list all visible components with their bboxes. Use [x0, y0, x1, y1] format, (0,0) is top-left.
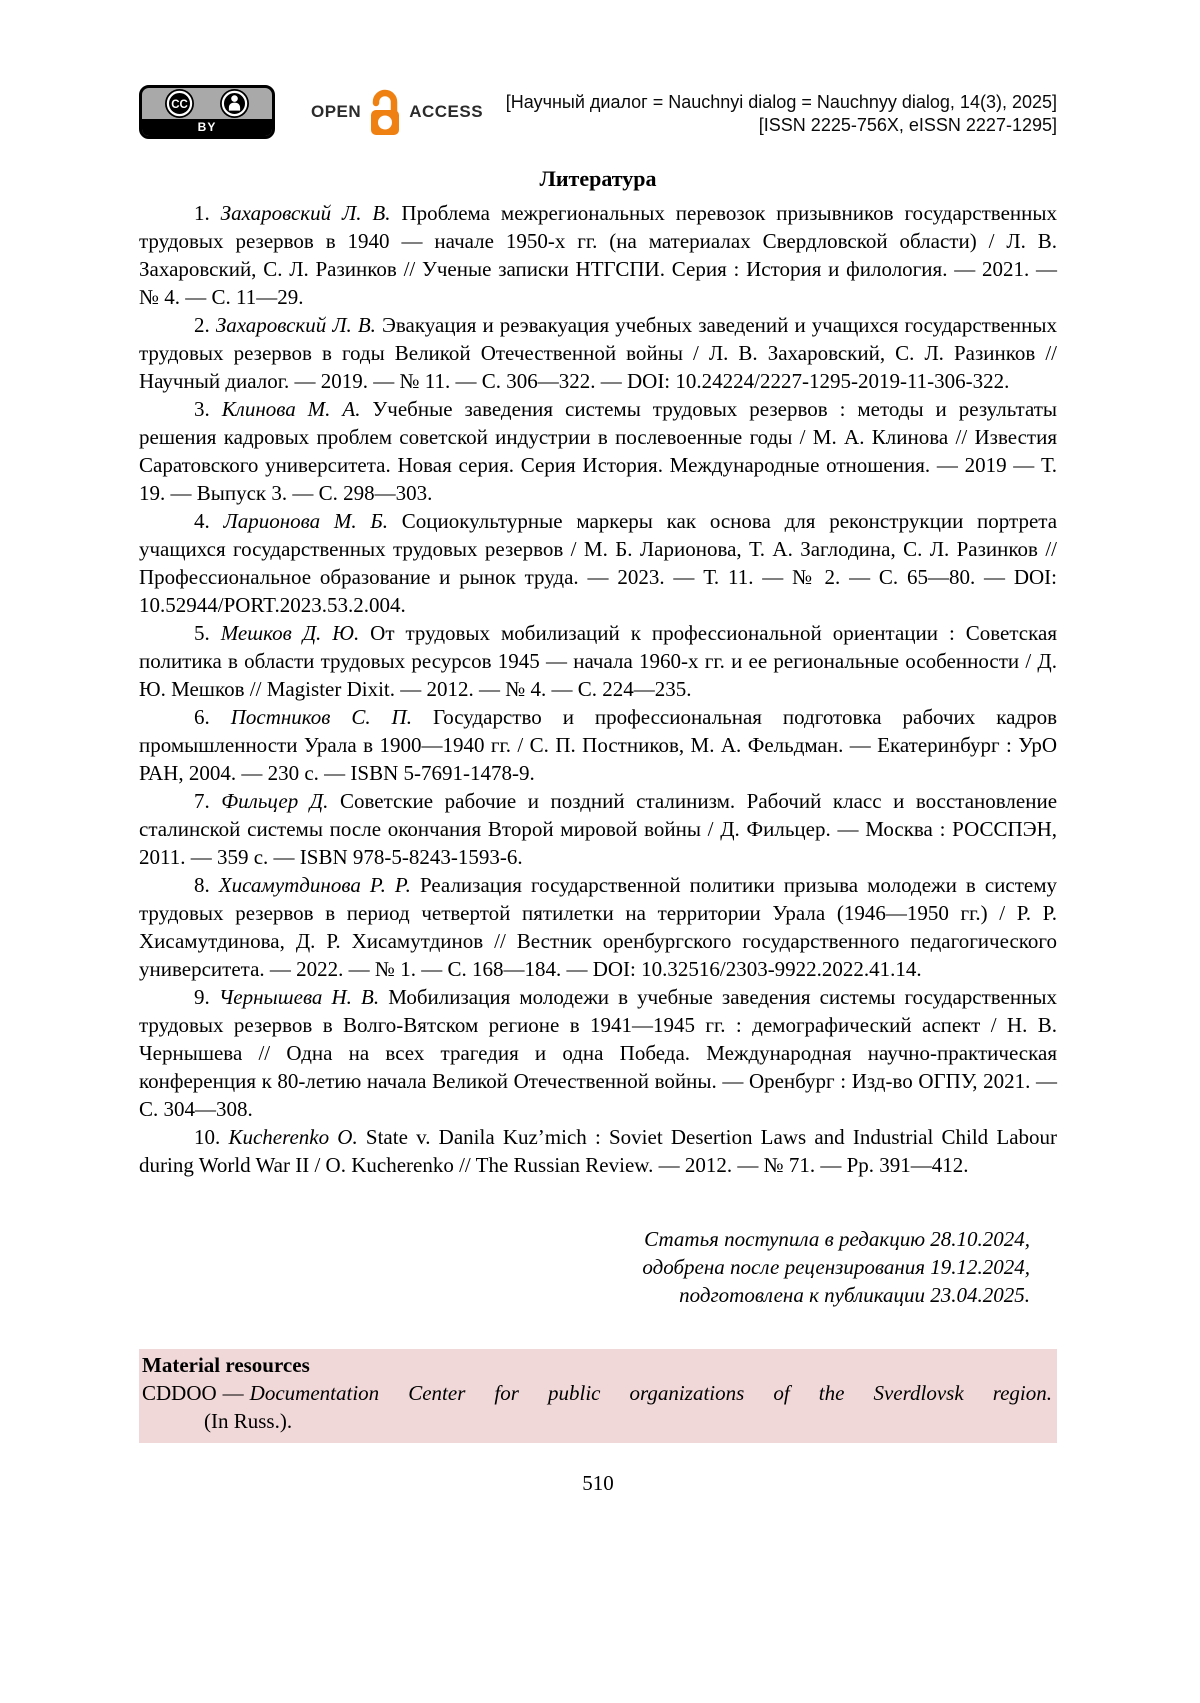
reference-item-4 [139, 507, 1057, 619]
open-access-open-label: OPEN [311, 102, 362, 121]
reference-author: Хисамутдинова Р. Р. [218, 873, 411, 897]
reference-item-8 [139, 871, 1057, 983]
open-access-access-label: ACCESS [409, 102, 484, 121]
reference-number: 4. [194, 509, 210, 533]
reference-number: 1. [194, 201, 210, 225]
reference-number: 5. [194, 621, 210, 645]
reference-text: Проблема межрегиональных перевозок призывников государственных трудовых резервов в 1940 — начале 1950-х гг. (на материалах Свердловской области) / Л. В. Захаровский, С. Л. Разинков // Ученые записки НТГСПИ. Серия : История и филология. — 2021. — № 4. — С. 11—29. [139, 201, 1057, 309]
material-resources-entry [142, 1379, 1052, 1407]
material-resources-description: Documentation Center for public organizations of the Sverdlovsk region. [249, 1381, 1052, 1405]
reference-author: Захаровский Л. В. [220, 201, 391, 225]
page-header [139, 85, 1057, 139]
reference-item-7 [139, 787, 1057, 871]
reference-item-5 [139, 619, 1057, 703]
reference-number: 3. [194, 397, 210, 421]
open-access-logo [311, 85, 483, 139]
reference-number: 9. [194, 985, 210, 1009]
reference-text: Эвакуация и реэвакуация учебных заведений и учащихся государственных трудовых резервов в годы Великой Отечественной войны / Л. В. Захаровский, С. Л. Разинков // Научный диалог. — 2019. — № 11. — С. 306—322. — DOI: 10.24224/2227-1295-2019-11-306-322. [139, 313, 1058, 393]
reference-author: Чернышева Н. В. [218, 985, 380, 1009]
reference-author: Фильцер Д. [221, 789, 329, 813]
cc-by-license-badge [139, 85, 275, 139]
reference-number: 2. [194, 313, 210, 337]
journal-citation-line1: [Научный диалог = Nauchnyi dialog = Nauchnyy dialog, 14(3), 2025] [505, 92, 1057, 112]
date-prepared: подготовлена к публикации 23.04.2025. [679, 1283, 1030, 1307]
reference-text: Учебные заведения системы трудовых резервов : методы и результаты решения кадровых проблем советской индустрии в послевоенные годы / М. А. Клинова // Известия Саратовского университета. Новая серия. Серия История. Международные отношения. — 2019 — Т. 19. — Выпуск 3. — С. 298—303. [139, 397, 1058, 505]
submission-dates [139, 1225, 1057, 1309]
reference-text: Советские рабочие и поздний сталинизм. Рабочий класс и восстановление сталинской системы после окончания Второй мировой войны / Д. Фильцер. — Москва : РОССПЭН, 2011. — 359 с. — ISBN 978-5-8243-1593-6. [139, 789, 1058, 869]
reference-author: Постников С. П. [230, 705, 412, 729]
reference-author: Захаровский Л. В. [215, 313, 376, 337]
reference-text: State v. Danila Kuz’mich : Soviet Desertion Laws and Industrial Child Labour during World War II / O. Kucherenko // The Russian Review. — 2012. — № 71. — Pp. 391—412. [139, 1125, 1058, 1177]
material-resources-note: (In Russ.). [204, 1409, 293, 1433]
reference-text: Социокультурные маркеры как основа для реконструкции портрета учащихся государственных трудовых резервов / М. Б. Ларионова, Т. А. Заглодина, С. Л. Разинков // Профессиональное образование и рынок труда. — 2023. — Т. 11. — № 2. — С. 65—80. — DOI: 10.52944/PORT.2023.53.2.004. [139, 509, 1058, 617]
material-resources-separator: — [222, 1381, 244, 1405]
reference-number: 7. [194, 789, 210, 813]
reference-number: 6. [194, 705, 210, 729]
attribution-person-icon [219, 88, 250, 119]
material-resources-block [139, 1349, 1057, 1443]
page-number: 510 [582, 1471, 614, 1495]
reference-text: Мобилизация молодежи в учебные заведения системы государственных трудовых резервов в Волго-Вятском регионе в 1941—1945 гг. : демографический аспект / Н. В. Чернышева // Одна на всех трагедия и одна Победа. Международная научно-практическая конференция к 80-летию начала Великой Отечественной войны. — Оренбург : Изд-во ОГПУ, 2021. — С. 304—308. [139, 985, 1057, 1121]
reference-author: Kucherenko O. [228, 1125, 358, 1149]
reference-item-10 [139, 1123, 1057, 1179]
cc-license-code: BY [142, 119, 272, 136]
open-padlock-icon [368, 86, 402, 138]
reference-number: 8. [194, 873, 210, 897]
reference-text: Реализация государственной политики призыва молодежи в систему трудовых резервов в период четвертой пятилетки на территории Урала (1946—1950 гг.) / Р. Р. Хисамутдинова, Д. Р. Хисамутдинов // Вестник оренбургского государственного педагогического университета. — 2022. — № 1. — С. 168—184. — DOI: 10.32516/2303-9922.2022.41.14. [139, 873, 1058, 981]
reference-author: Клинова М. А. [221, 397, 361, 421]
license-badges [139, 85, 483, 139]
reference-list [139, 199, 1057, 1179]
reference-number: 10. [194, 1125, 221, 1149]
reference-item-1 [139, 199, 1057, 311]
reference-item-6 [139, 703, 1057, 787]
journal-citation-line2: [ISSN 2225-756X, eISSN 2227-1295] [758, 115, 1057, 135]
material-resources-heading: Material resources [142, 1353, 310, 1377]
date-received: Статья поступила в редакцию 28.10.2024, [644, 1227, 1030, 1251]
cc-badge-icons [142, 88, 272, 119]
reference-item-2 [139, 311, 1057, 395]
reference-text: От трудовых мобилизаций к профессиональной ориентации : Советская политика в области трудовых ресурсов 1945 — начала 1960-х гг. и ее региональные особенности / Д. Ю. Мешков // Magister Dixit. — 2012. — № 4. — С. 224—235. [139, 621, 1057, 701]
reference-text: Государство и профессиональная подготовка рабочих кадров промышленности Урала в 1900—1940 гг. / С. П. Постников, М. А. Фельдман. — Екатеринбург : УрО РАН, 2004. — 230 с. — ISBN 5-7691-1478-9. [139, 705, 1058, 785]
date-approved: одобрена после рецензирования 19.12.2024, [642, 1255, 1030, 1279]
reference-item-9 [139, 983, 1057, 1123]
cc-icon [164, 88, 195, 119]
reference-author: Мешков Д. Ю. [220, 621, 360, 645]
material-resources-abbr: CDDOO [142, 1381, 217, 1405]
section-title-literature: Литература [539, 166, 657, 191]
reference-author: Ларионова М. Б. [223, 509, 389, 533]
journal-citation [506, 85, 1057, 137]
svg-text:CC: CC [171, 99, 188, 112]
reference-item-3 [139, 395, 1057, 507]
